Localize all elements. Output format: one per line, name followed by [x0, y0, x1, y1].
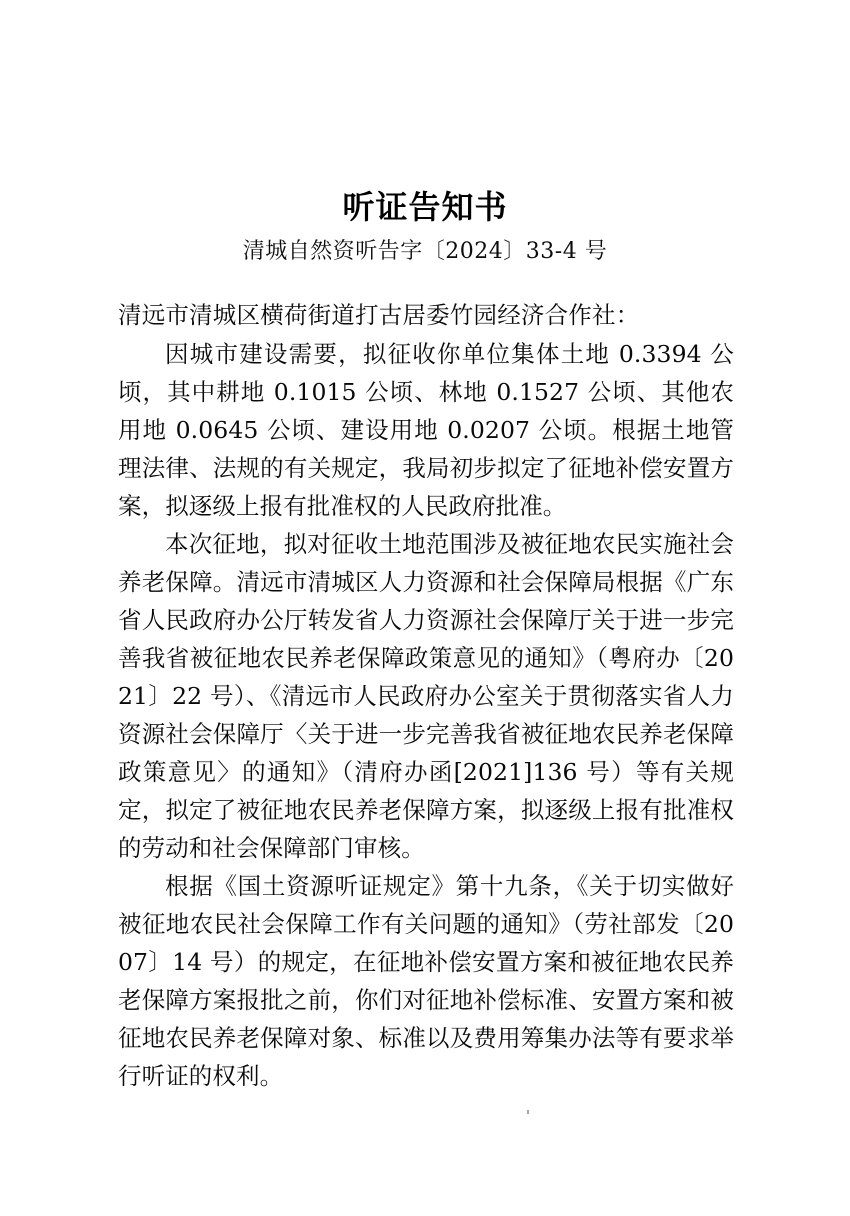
paragraph-hearing-rights: 根据《国土资源听证规定》第十九条，《关于切实做好被征地农民社会保障工作有关问题的通知》（劳社部发〔2007〕14 号）的规定，在征地补偿安置方案和被征地农民养老保障方案报批之前，你们对征地补偿标准、安置方案和被征地农民养老保障对象、标准以及费用筹集办法等有要求举行听证的权利。 — [118, 872, 734, 1090]
scan-artifact — [527, 1110, 529, 1114]
paragraph-land-acquisition: 因城市建设需要，拟征收你单位集体土地 0.3394 公顷，其中耕地 0.1015 公顷、林地 0.1527 公顷、其他农用地 0.0645 公顷、建设用地 0.0207 公顷。根据土地管理法律、法规的有关规定，我局初步拟定了征地补偿安置方案，拟逐级上报有批准权的人民政府批准。 — [118, 340, 734, 520]
document-serial-number: 清城自然资听告字〔2024〕33-4 号 — [242, 239, 608, 264]
page-title: 听证告知书 — [342, 188, 508, 227]
document-body — [118, 296, 734, 1095]
paragraph-social-security: 本次征地，拟对征收土地范围涉及被征地农民实施社会养老保障。清远市清城区人力资源和社会保障局根据《广东省人民政府办公厅转发省人力资源社会保障厅关于进一步完善我省被征地农民养老保障政策意见的通知》（粤府办〔2021〕22 号）、《清远市人民政府办公室关于贯彻落实省人力资源社会保障厅〈关于进一步完善我省被征地农民养老保障政策意见〉的通知》（清府办函[2021]136 号）等有关规定，拟定了被征地农民养老保障方案，拟逐级上报有批准权的劳动和社会保障部门审核。 — [118, 530, 734, 862]
addressee-line: 清远市清城区横荷街道打古居委竹园经济合作社： — [118, 301, 640, 329]
